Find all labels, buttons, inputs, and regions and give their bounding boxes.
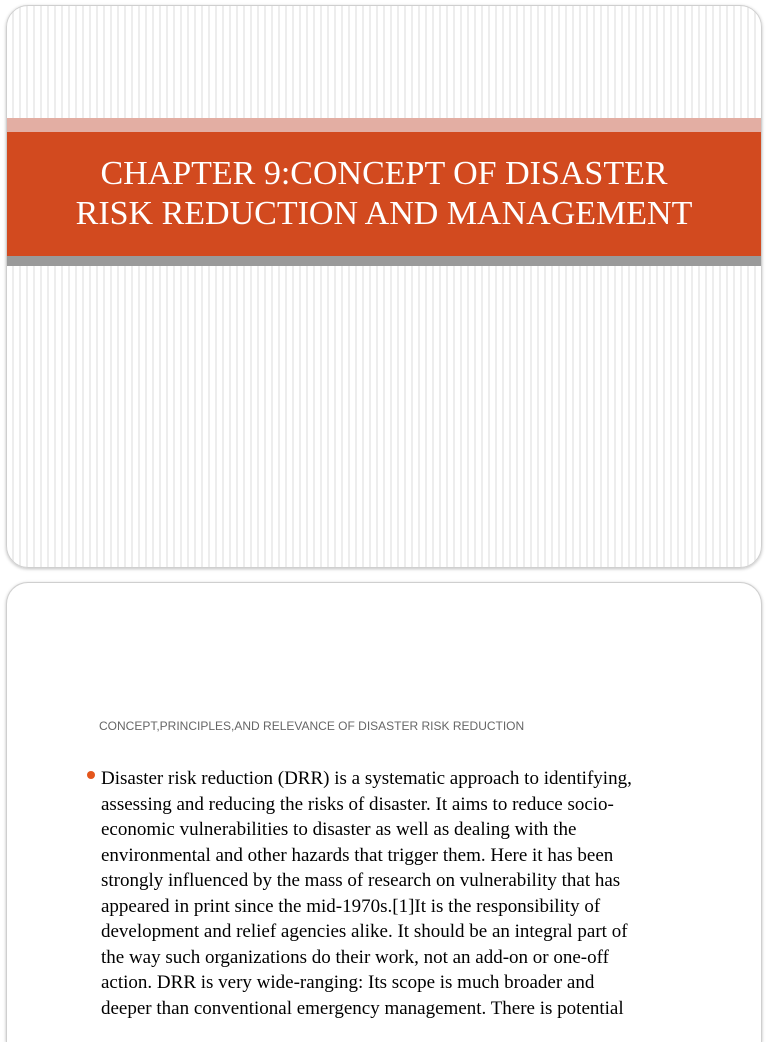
bullet-line: Disaster risk reduction (DRR) is a systematic approach to identifying,	[101, 768, 632, 789]
bullet-line: strongly influenced by the mass of research on vulnerability that has	[101, 870, 621, 891]
bullet-line: action. DRR is very wide-ranging: Its scope is much broader and	[101, 972, 595, 993]
title-line-1: CHAPTER 9:CONCEPT OF DISASTER	[100, 155, 668, 192]
bullet-text	[101, 766, 727, 1021]
bullet-dot-icon	[87, 771, 95, 779]
title-band-top-stripe	[7, 118, 761, 132]
title-band-bottom-stripe	[7, 256, 761, 266]
bullet-line: development and relief agencies alike. It should be an integral part of	[101, 921, 628, 942]
bullet-item	[87, 766, 727, 1021]
bullet-line: environmental and other hazards that trigger them. Here it has been	[101, 844, 614, 866]
bullet-line: the way such organizations do their work, not an add-on or one-off	[101, 946, 609, 968]
bullet-line: economic vulnerabilities to disaster as well as dealing with the	[101, 819, 577, 840]
slide-content	[6, 582, 762, 1042]
slide-title	[6, 5, 762, 568]
title-line-2: RISK REDUCTION AND MANAGEMENT	[75, 195, 693, 232]
slide-subtitle: CONCEPT,PRINCIPLES,AND RELEVANCE OF DISASTER RISK REDUCTION	[99, 719, 525, 733]
bullet-line: assessing and reducing the risks of disaster. It aims to reduce socio-	[101, 793, 614, 815]
bullet-line: appeared in print since the mid-1970s.[1]It is the responsibility of	[101, 895, 601, 917]
title-band	[7, 132, 761, 256]
slide-title-heading	[76, 154, 693, 234]
bullet-line: deeper than conventional emergency management. There is potential	[101, 997, 624, 1019]
